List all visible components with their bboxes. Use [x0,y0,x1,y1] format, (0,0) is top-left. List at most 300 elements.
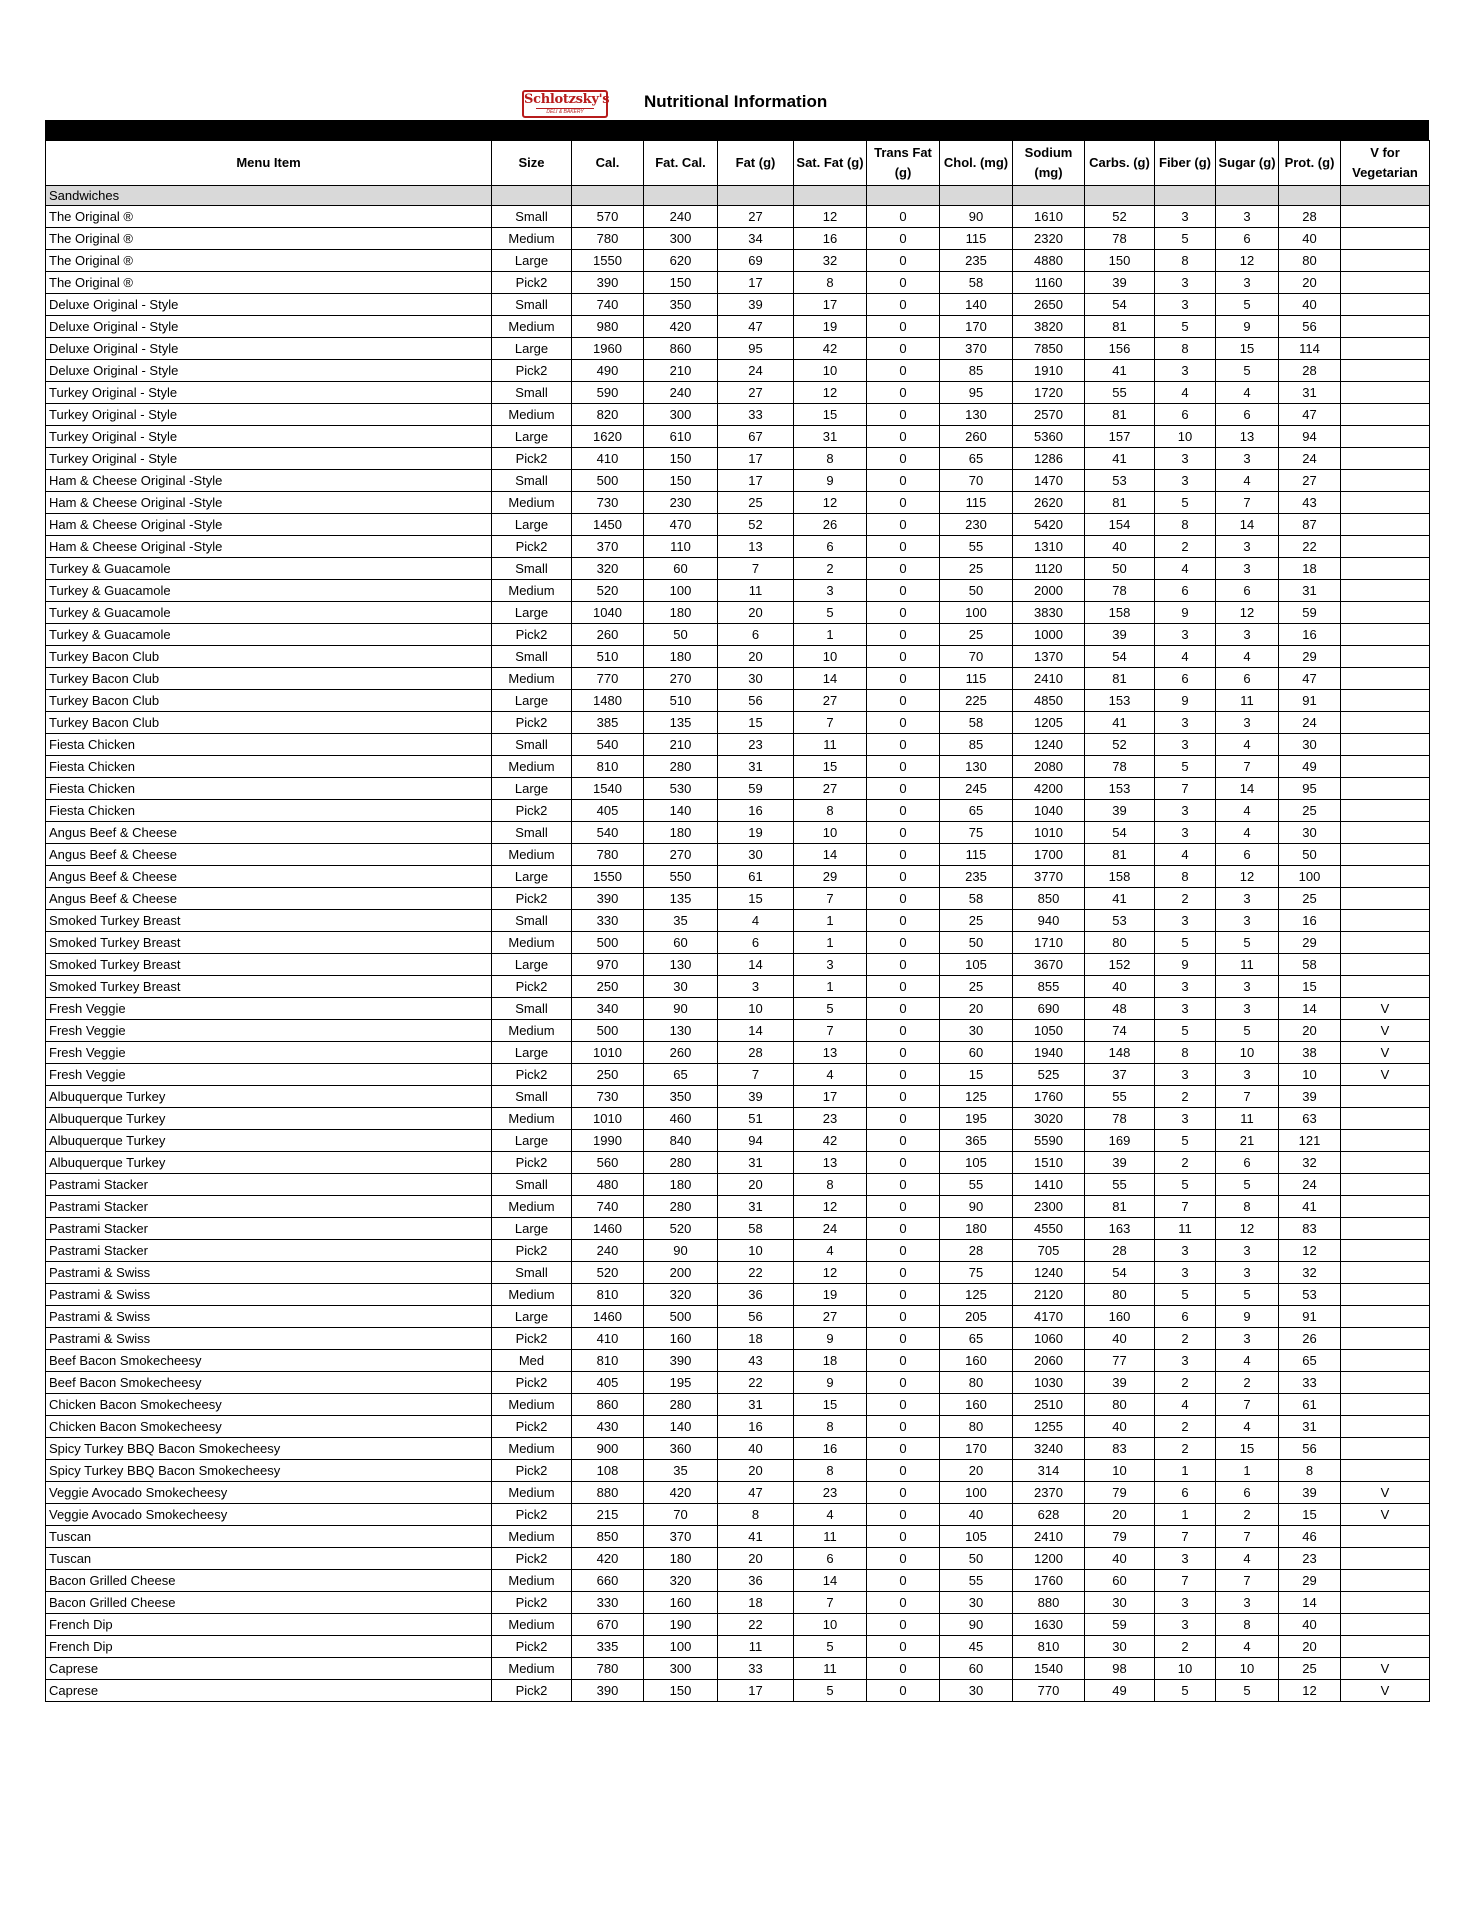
table-cell: 39 [1085,800,1155,822]
table-cell: 105 [940,1526,1013,1548]
table-cell: 87 [1279,514,1341,536]
table-cell: 550 [644,866,718,888]
table-cell: 3 [1155,360,1216,382]
table-cell: 170 [940,1438,1013,1460]
table-cell: 31 [1279,580,1341,602]
table-cell: 130 [940,404,1013,426]
table-cell: 30 [718,668,794,690]
table-row [46,228,1430,250]
table-cell: 56 [1279,316,1341,338]
table-cell: 5 [1155,932,1216,954]
table-row [46,1394,1430,1416]
table-cell [1341,1636,1430,1658]
table-cell: 14 [794,1570,867,1592]
table-cell: 180 [644,602,718,624]
table-cell: 148 [1085,1042,1155,1064]
table-cell: 9 [1155,954,1216,976]
table-cell: 6 [1216,844,1279,866]
table-cell: 19 [718,822,794,844]
table-cell: 405 [572,1372,644,1394]
table-cell: Large [492,1130,572,1152]
table-cell: 1240 [1013,734,1085,756]
page-header [0,90,1484,120]
table-cell: 2 [1216,1372,1279,1394]
table-cell: 770 [572,668,644,690]
table-cell: 385 [572,712,644,734]
table-cell: Medium [492,668,572,690]
table-cell: 10 [794,360,867,382]
table-cell: Small [492,1262,572,1284]
table-cell: 3 [1216,712,1279,734]
table-cell: 8 [1216,1614,1279,1636]
table-cell: 14 [1216,514,1279,536]
table-cell: 205 [940,1306,1013,1328]
menu-item-cell: Ham & Cheese Original -Style [46,514,492,536]
table-cell [1341,888,1430,910]
table-cell: 5590 [1013,1130,1085,1152]
table-cell: 2320 [1013,228,1085,250]
table-cell: 8 [1279,1460,1341,1482]
table-cell: Medium [492,1394,572,1416]
table-cell: 7 [794,712,867,734]
table-cell: 6 [1155,668,1216,690]
table-cell: 560 [572,1152,644,1174]
table-cell: 0 [867,1526,940,1548]
table-cell: 2 [794,558,867,580]
table-cell [1341,624,1430,646]
table-cell: Medium [492,1020,572,1042]
table-cell: 0 [867,668,940,690]
table-cell: 31 [718,756,794,778]
table-cell: 2 [1155,536,1216,558]
table-cell: 0 [867,1262,940,1284]
table-row [46,1438,1430,1460]
table-cell: 29 [794,866,867,888]
table-cell: 7 [794,1020,867,1042]
table-cell: Medium [492,316,572,338]
menu-item-cell: Fiesta Chicken [46,734,492,756]
table-cell: 60 [1085,1570,1155,1592]
table-cell: 55 [1085,1086,1155,1108]
table-cell: 30 [1085,1636,1155,1658]
table-cell: 24 [1279,1174,1341,1196]
table-cell: 39 [1085,624,1155,646]
table-cell: 1940 [1013,1042,1085,1064]
menu-item-cell: Ham & Cheese Original -Style [46,470,492,492]
table-cell: 0 [867,1504,940,1526]
table-cell: 840 [644,1130,718,1152]
table-cell: 31 [718,1394,794,1416]
table-cell: Large [492,778,572,800]
table-cell: 42 [794,1130,867,1152]
table-cell: 69 [718,250,794,272]
table-cell: 20 [718,1460,794,1482]
table-cell: 6 [1216,228,1279,250]
table-cell: 500 [644,1306,718,1328]
table-cell: 7 [1216,1394,1279,1416]
table-cell: 54 [1085,646,1155,668]
table-cell: 1040 [572,602,644,624]
table-cell: 23 [718,734,794,756]
table-cell: 7 [794,888,867,910]
table-row [46,1680,1430,1702]
table-cell [1341,712,1430,734]
table-cell: 0 [867,470,940,492]
table-row [46,492,1430,514]
table-cell: 300 [644,404,718,426]
menu-item-cell: Turkey Bacon Club [46,690,492,712]
table-cell: 6 [1155,580,1216,602]
table-cell: 12 [794,1196,867,1218]
table-cell: 61 [718,866,794,888]
table-cell: 1 [1155,1460,1216,1482]
table-cell: 350 [644,294,718,316]
table-cell: 160 [940,1394,1013,1416]
table-cell: 1 [794,910,867,932]
table-cell: 58 [718,1218,794,1240]
table-cell: 1205 [1013,712,1085,734]
table-cell: 30 [1279,734,1341,756]
table-cell: 115 [940,844,1013,866]
table-cell: Large [492,1218,572,1240]
table-cell: V [1341,1042,1430,1064]
table-cell: 32 [1279,1152,1341,1174]
table-cell: 10 [794,646,867,668]
table-cell: 60 [940,1658,1013,1680]
table-row [46,756,1430,778]
table-cell: 5 [794,1680,867,1702]
table-cell: 15 [1279,976,1341,998]
table-cell: 340 [572,998,644,1020]
table-cell: 150 [644,1680,718,1702]
menu-item-cell: Pastrami Stacker [46,1196,492,1218]
table-cell [1341,1526,1430,1548]
table-cell: 0 [867,888,940,910]
table-cell: 28 [940,1240,1013,1262]
menu-item-cell: Turkey & Guacamole [46,602,492,624]
table-cell: 7 [718,558,794,580]
table-cell: 5 [1216,1284,1279,1306]
table-row [46,1350,1430,1372]
table-cell: 7 [1216,492,1279,514]
table-cell: 39 [1279,1482,1341,1504]
table-cell: Small [492,294,572,316]
table-cell: 115 [940,668,1013,690]
table-cell: 2060 [1013,1350,1085,1372]
table-cell: 0 [867,602,940,624]
table-cell: 9 [1216,1306,1279,1328]
table-row [46,382,1430,404]
table-cell: 22 [718,1372,794,1394]
table-cell: Large [492,514,572,536]
table-cell: 1 [794,624,867,646]
table-cell: 470 [644,514,718,536]
table-cell: 8 [794,800,867,822]
table-cell: 280 [644,1152,718,1174]
table-cell: 3 [1155,1614,1216,1636]
table-cell: 225 [940,690,1013,712]
table-cell: 53 [1279,1284,1341,1306]
table-cell: 54 [1085,1262,1155,1284]
table-cell: 130 [940,756,1013,778]
table-cell: 4 [1216,382,1279,404]
table-cell: Pick2 [492,1152,572,1174]
table-cell: 810 [572,1284,644,1306]
table-cell: Pick2 [492,448,572,470]
table-cell: 81 [1085,404,1155,426]
table-row [46,426,1430,448]
table-cell [1341,206,1430,228]
table-cell: 22 [718,1614,794,1636]
table-cell: 15 [1279,1504,1341,1526]
table-cell [1341,1152,1430,1174]
table-row [46,514,1430,536]
table-cell: V [1341,1658,1430,1680]
table-cell: 9 [794,1328,867,1350]
table-cell: 3 [1216,910,1279,932]
table-cell: 70 [644,1504,718,1526]
menu-item-cell: Smoked Turkey Breast [46,976,492,998]
table-cell: 50 [940,1548,1013,1570]
table-cell: 91 [1279,690,1341,712]
table-cell: 12 [794,492,867,514]
table-cell: 16 [794,228,867,250]
menu-item-cell: Turkey Original - Style [46,404,492,426]
table-cell: 520 [644,1218,718,1240]
table-cell: 10 [718,1240,794,1262]
table-cell: 3 [1155,470,1216,492]
table-cell: 30 [940,1020,1013,1042]
table-cell: 15 [794,404,867,426]
table-cell: 4200 [1013,778,1085,800]
table-cell: 5 [1155,1680,1216,1702]
table-row [46,1592,1430,1614]
table-cell: 0 [867,1372,940,1394]
table-cell: 1630 [1013,1614,1085,1636]
table-cell: 2080 [1013,756,1085,778]
menu-item-cell: Beef Bacon Smokecheesy [46,1350,492,1372]
table-cell: 60 [644,932,718,954]
table-cell: 510 [572,646,644,668]
table-cell: 0 [867,272,940,294]
table-cell: 1310 [1013,536,1085,558]
table-cell: 90 [644,998,718,1020]
table-cell: 110 [644,536,718,558]
table-cell: 160 [940,1350,1013,1372]
table-cell: 670 [572,1614,644,1636]
table-cell: 2120 [1013,1284,1085,1306]
table-cell: 114 [1279,338,1341,360]
table-cell: 180 [644,822,718,844]
table-cell [1341,690,1430,712]
table-cell: 0 [867,1130,940,1152]
table-cell [1341,910,1430,932]
table-cell: Pick2 [492,1416,572,1438]
table-cell: 25 [1279,1658,1341,1680]
table-cell: 38 [1279,1042,1341,1064]
table-cell: 3 [1216,1262,1279,1284]
table-cell: 23 [794,1108,867,1130]
table-cell [1341,1614,1430,1636]
table-cell: 1540 [572,778,644,800]
table-cell: 10 [1216,1658,1279,1680]
menu-item-cell: Deluxe Original - Style [46,316,492,338]
table-cell: 610 [644,426,718,448]
table-cell: 39 [1085,1152,1155,1174]
table-cell: 420 [644,316,718,338]
table-cell: 0 [867,580,940,602]
table-cell: 3 [1155,1350,1216,1372]
table-cell: Pick2 [492,1328,572,1350]
table-cell: 980 [572,316,644,338]
table-cell: 100 [1279,866,1341,888]
table-cell: 79 [1085,1482,1155,1504]
table-cell [1341,1394,1430,1416]
table-cell: 8 [1155,1042,1216,1064]
table-cell: 13 [1216,426,1279,448]
table-row [46,976,1430,998]
table-cell: 3 [1216,1064,1279,1086]
table-cell: 1610 [1013,206,1085,228]
table-cell: 3 [1155,294,1216,316]
table-cell: 50 [1085,558,1155,580]
table-cell: 0 [867,1658,940,1680]
table-cell: 60 [940,1042,1013,1064]
table-cell: 820 [572,404,644,426]
table-cell: 15 [794,756,867,778]
table-cell: 29 [1279,1570,1341,1592]
menu-item-cell: Albuquerque Turkey [46,1152,492,1174]
table-cell: Small [492,646,572,668]
table-cell: 390 [572,888,644,910]
table-cell: 1480 [572,690,644,712]
table-cell: 2620 [1013,492,1085,514]
table-cell: 46 [1279,1526,1341,1548]
table-cell: 95 [940,382,1013,404]
table-cell: 40 [718,1438,794,1460]
table-cell: 2570 [1013,404,1085,426]
table-cell: 20 [940,998,1013,1020]
menu-item-cell: Angus Beef & Cheese [46,822,492,844]
table-cell: 5 [1155,1130,1216,1152]
table-cell: 3670 [1013,954,1085,976]
table-cell: 28 [1279,360,1341,382]
table-cell: 0 [867,1680,940,1702]
menu-item-cell: Turkey & Guacamole [46,580,492,602]
table-cell: 1050 [1013,1020,1085,1042]
table-cell: 115 [940,228,1013,250]
table-cell: 4880 [1013,250,1085,272]
table-row [46,250,1430,272]
table-cell: 0 [867,866,940,888]
table-cell: 9 [1216,316,1279,338]
table-cell: 6 [1155,404,1216,426]
table-cell: 52 [718,514,794,536]
table-cell: Small [492,206,572,228]
table-cell: 6 [1155,1482,1216,1504]
table-cell: 78 [1085,580,1155,602]
table-cell: 3020 [1013,1108,1085,1130]
table-cell: 90 [940,1614,1013,1636]
menu-item-cell: Deluxe Original - Style [46,294,492,316]
table-cell: 230 [644,492,718,514]
table-cell: Small [492,734,572,756]
table-cell: 3 [1155,1548,1216,1570]
table-row [46,1130,1430,1152]
table-cell: 780 [572,228,644,250]
table-cell: 10 [1085,1460,1155,1482]
table-cell: 2 [1155,1152,1216,1174]
menu-item-cell: Turkey Original - Style [46,448,492,470]
menu-item-cell: Smoked Turkey Breast [46,932,492,954]
nutrition-table [45,140,1430,1702]
menu-item-cell: Smoked Turkey Breast [46,910,492,932]
table-cell: 3 [1216,1592,1279,1614]
table-cell: 3 [1155,1064,1216,1086]
table-cell: 250 [572,1064,644,1086]
table-cell: Medium [492,1196,572,1218]
table-cell: 30 [940,1592,1013,1614]
table-cell: 140 [940,294,1013,316]
table-cell: 40 [1085,536,1155,558]
table-cell: 390 [572,272,644,294]
table-cell: 80 [1085,932,1155,954]
table-cell: 25 [718,492,794,514]
menu-item-cell: Turkey Bacon Club [46,668,492,690]
table-row [46,888,1430,910]
table-cell: Large [492,426,572,448]
menu-item-cell: Caprese [46,1680,492,1702]
table-cell: 160 [644,1328,718,1350]
table-cell: 56 [718,690,794,712]
table-cell: Medium [492,580,572,602]
table-cell: 314 [1013,1460,1085,1482]
table-cell: 59 [718,778,794,800]
table-cell: 0 [867,690,940,712]
table-cell: Medium [492,844,572,866]
table-cell: 70 [940,646,1013,668]
table-header-row [46,141,1430,186]
table-cell: V [1341,1064,1430,1086]
table-cell: 235 [940,866,1013,888]
table-cell: Pick2 [492,360,572,382]
table-cell: 740 [572,1196,644,1218]
table-cell: 240 [644,206,718,228]
menu-item-cell: Fresh Veggie [46,1042,492,1064]
table-cell: 740 [572,294,644,316]
table-cell: 40 [1279,294,1341,316]
table-cell: 20 [1279,1020,1341,1042]
table-cell: 15 [940,1064,1013,1086]
table-cell: 25 [940,910,1013,932]
table-cell: 65 [940,800,1013,822]
table-cell: 12 [1279,1680,1341,1702]
table-cell: 5 [1155,1174,1216,1196]
table-cell: 0 [867,1328,940,1350]
table-cell: 4 [794,1064,867,1086]
table-cell: 4 [1216,470,1279,492]
table-cell: 27 [794,1306,867,1328]
table-row [46,1240,1430,1262]
table-cell: 108 [572,1460,644,1482]
table-cell: 4 [1216,1548,1279,1570]
table-cell: 5 [1216,1680,1279,1702]
table-cell: 3 [1155,624,1216,646]
table-cell: 17 [718,272,794,294]
table-cell: 154 [1085,514,1155,536]
table-cell: 27 [1279,470,1341,492]
table-cell: 50 [644,624,718,646]
